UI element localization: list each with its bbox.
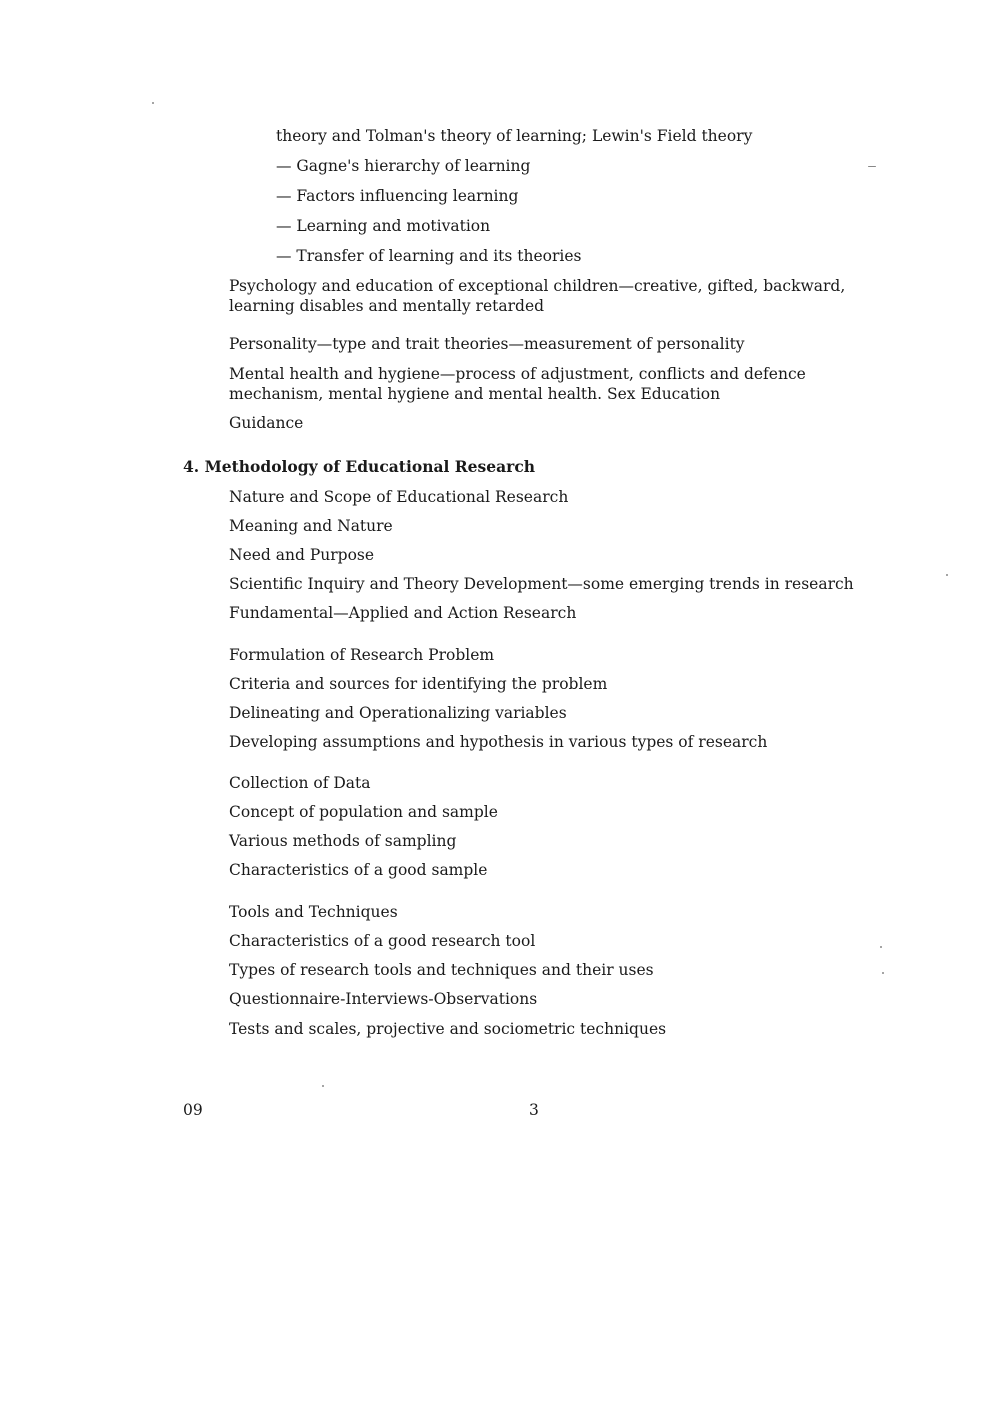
guidance-item: Guidance	[229, 414, 304, 432]
list-item: Scientific Inquiry and Theory Development—some emerging trends in research	[229, 575, 854, 593]
exceptional-children-item: Psychology and education of exceptional children—creative, gifted, backward, learning disables and mentally retarded	[229, 277, 846, 315]
list-item: Criteria and sources for identifying the problem	[229, 675, 608, 693]
scan-speck	[868, 166, 876, 167]
scan-speck	[322, 1085, 324, 1087]
list-item: Tools and Techniques	[229, 903, 398, 921]
bullet-motivation: — Learning and motivation	[276, 217, 491, 235]
page-number: 3	[529, 1101, 539, 1119]
list-item: Various methods of sampling	[229, 832, 457, 850]
bullet-gagne: — Gagne's hierarchy of learning	[276, 157, 531, 175]
list-item: Fundamental—Applied and Action Research	[229, 604, 577, 622]
list-item: Characteristics of a good research tool	[229, 932, 536, 950]
scan-speck	[880, 946, 882, 948]
mental-health-item: Mental health and hygiene—process of adjustment, conflicts and defence mechanism, mental hygiene and mental health. Sex Education	[229, 365, 806, 403]
list-item: Meaning and Nature	[229, 517, 393, 535]
list-item: Types of research tools and techniques and their uses	[229, 961, 654, 979]
section-heading: 4. Methodology of Educational Research	[183, 457, 536, 476]
continuation-line: theory and Tolman's theory of learning; Lewin's Field theory	[276, 127, 753, 145]
scan-speck	[152, 102, 154, 104]
footer-code: 09	[183, 1101, 203, 1119]
list-item: Collection of Data	[229, 774, 371, 792]
bullet-transfer: — Transfer of learning and its theories	[276, 247, 582, 265]
bullet-factors: — Factors influencing learning	[276, 187, 519, 205]
list-item: Questionnaire-Interviews-Observations	[229, 990, 538, 1008]
list-item: Delineating and Operationalizing variables	[229, 704, 567, 722]
list-item: Tests and scales, projective and sociometric techniques	[229, 1020, 667, 1038]
list-item: Need and Purpose	[229, 546, 375, 564]
list-item: Concept of population and sample	[229, 803, 498, 821]
list-item: Formulation of Research Problem	[229, 646, 495, 664]
list-item: Developing assumptions and hypothesis in various types of research	[229, 733, 768, 751]
personality-item: Personality—type and trait theories—measurement of personality	[229, 335, 745, 353]
list-item: Characteristics of a good sample	[229, 861, 488, 879]
scan-speck	[882, 972, 884, 974]
scan-speck	[946, 574, 948, 576]
list-item: Nature and Scope of Educational Research	[229, 488, 569, 506]
